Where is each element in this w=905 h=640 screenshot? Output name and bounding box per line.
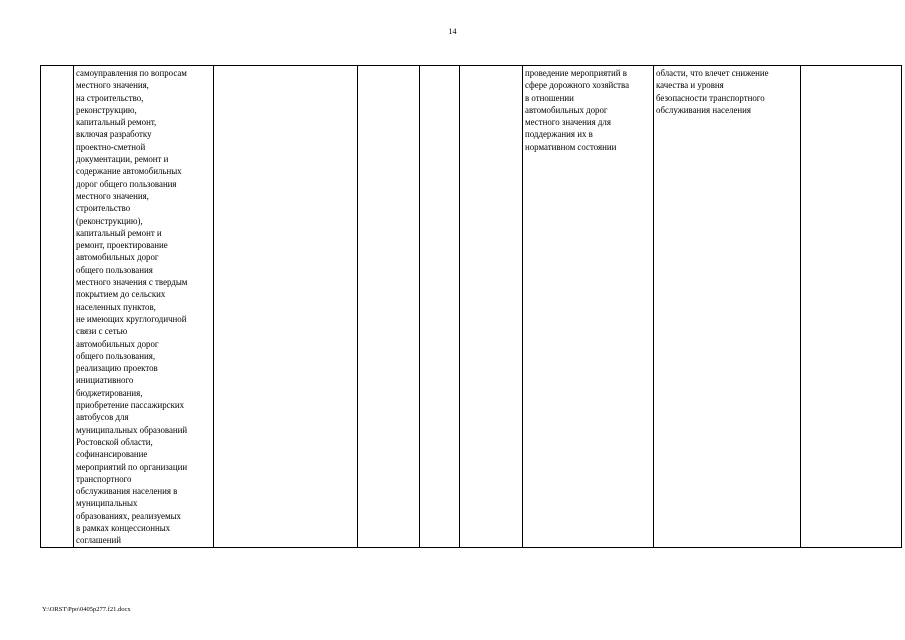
table-cell-4 [358, 66, 420, 548]
table-cell-5 [420, 66, 460, 548]
table-cell-6 [460, 66, 523, 548]
page-number: 14 [448, 27, 457, 36]
document-table [40, 65, 902, 548]
description-text: самоуправления по вопросам местного значения, на строительство, реконструкцию, капитальный ремонт, включая разработку проектно-сметной документации, ремонт и содержание автомобильных дорог общего пользования местного значения, строительство (реконструкцию), капитальный ремонт и ремонт, проектирование автомобильных дорог общего пользования местного значения с твердым покрытием до сельских населенных пунктов, не имеющих круглогодичной связи с сетью автомобильных дорог общего пользования, реализацию проектов инициативного бюджетирования, приобретение пассажирских автобусов для муниципальных образований Ростовской области, софинансирование мероприятий по организации транспортного обслуживания населения в муниципальных образованиях, реализуемых в рамках концессионных соглашений [76, 68, 188, 546]
measures-text: проведение мероприятий в сфере дорожного хозяйства в отношении автомобильных дорог местного значения для поддержания их в нормативном состоянии [525, 68, 630, 152]
consequences-text: области, что влечет снижение качества и уровня безопасности транспортного обслуживания населения [656, 68, 769, 115]
table-cell-3 [214, 66, 358, 548]
footer-file-path: Y:\ORST\Ppo\0405p277.f21.docx [42, 606, 131, 613]
table-cell-measures [523, 66, 654, 548]
table-cell-number [41, 66, 74, 548]
table-cell-consequences [654, 66, 801, 548]
table-cell-9 [801, 66, 902, 548]
table-row [41, 66, 902, 548]
table-cell-description [74, 66, 214, 548]
